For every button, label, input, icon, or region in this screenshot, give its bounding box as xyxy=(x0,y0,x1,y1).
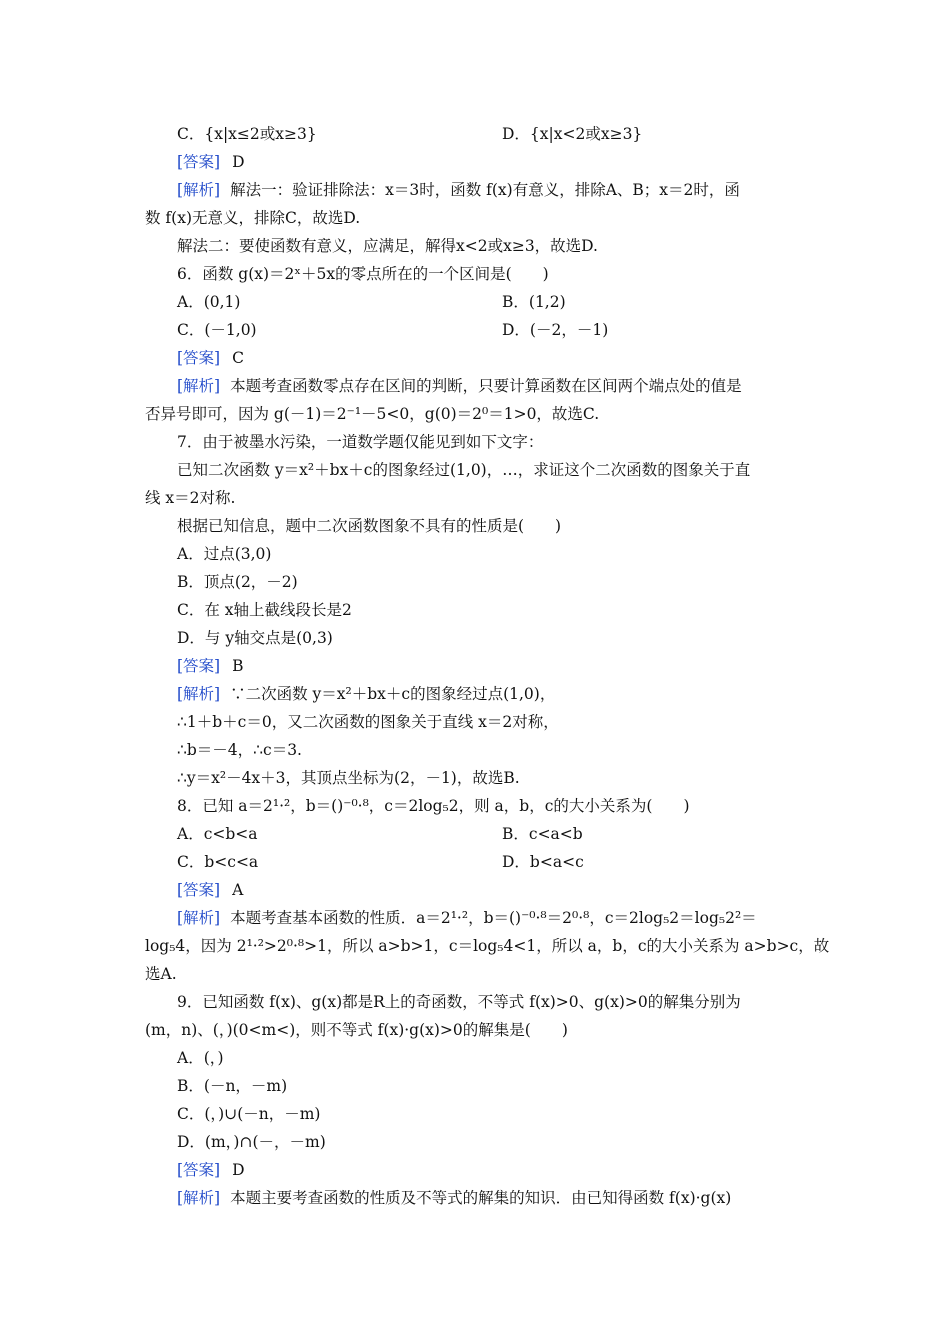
q8-option-a: A．c<b<a xyxy=(177,825,258,843)
q7-analysis-step-3: ∴y＝x²－4x＋3，其顶点坐标为(2，－1)，故选B. xyxy=(177,769,520,787)
q6-answer-line xyxy=(177,348,244,368)
q7-option-d: D．与 y轴交点是(0,3) xyxy=(177,629,333,647)
q5-option-d: D．{x|x<2或x≥3} xyxy=(502,125,643,143)
q7-answer-line xyxy=(177,656,244,676)
q8-analysis-line xyxy=(177,908,757,928)
q6-option-b: B．(1,2) xyxy=(502,293,566,311)
q9-option-c: C．(，)∪(－n，－m) xyxy=(177,1105,321,1123)
q7-analysis-step-1: ∴1＋b＋c＝0，又二次函数的图象关于直线 x＝2对称， xyxy=(177,713,559,731)
analysis-tag: [解析] xyxy=(177,1189,221,1207)
answer-value: C xyxy=(232,349,244,367)
answer-value: D xyxy=(232,1161,245,1179)
q6-option-d: D．(－2，－1) xyxy=(502,321,609,339)
q9-option-a: A．(，) xyxy=(177,1049,224,1067)
q8-answer-line xyxy=(177,880,243,900)
q5-option-c: C．{x|x≤2或x≥3} xyxy=(177,125,317,143)
q5-analysis-line xyxy=(177,180,740,200)
q5-analysis-cont: 数 f(x)无意义，排除C，故选D. xyxy=(145,209,361,227)
q7-option-b: B．顶点(2，－2) xyxy=(177,573,298,591)
q7-option-c: C．在 x轴上截线段长是2 xyxy=(177,601,352,619)
q7-analysis-line xyxy=(177,684,555,704)
q7-question: 根据已知信息，题中二次函数图象不具有的性质是( ) xyxy=(177,517,562,535)
answer-value: B xyxy=(232,657,244,675)
answer-tag: [答案] xyxy=(177,349,221,367)
q7-analysis-step-2: ∴b＝－4，∴c＝3. xyxy=(177,741,302,759)
analysis-text: 本题主要考查函数的性质及不等式的解集的知识．由已知得函数 f(x)·g(x) xyxy=(230,1189,732,1207)
q9-stem: 9．已知函数 f(x)、g(x)都是R上的奇函数，不等式 f(x)>0、g(x)>0的解集分别为 xyxy=(177,993,741,1011)
analysis-tag: [解析] xyxy=(177,377,221,395)
q9-stem-cont: (m，n)、(，)(0<m<)，则不等式 f(x)·g(x)>0的解集是( ) xyxy=(145,1021,568,1039)
q6-analysis-line xyxy=(177,376,742,396)
q8-stem: 8．已知 a＝2¹·²，b＝()⁻⁰·⁸，c＝2log₅2，则 a，b，c的大小关系为( ) xyxy=(177,797,690,815)
answer-tag: [答案] xyxy=(177,881,221,899)
q9-analysis-line xyxy=(177,1188,731,1208)
q8-option-b: B．c<a<b xyxy=(502,825,583,843)
analysis-text: ∵二次函数 y＝x²＋bx＋c的图象经过点(1,0)， xyxy=(230,685,556,703)
q6-option-a: A．(0,1) xyxy=(177,293,241,311)
q8-option-c: C．b<c<a xyxy=(177,853,259,871)
q7-stem: 7．由于被墨水污染，一道数学题仅能见到如下文字： xyxy=(177,433,544,451)
analysis-text: 本题考查基本函数的性质．a＝2¹·²，b＝()⁻⁰·⁸＝2⁰·⁸，c＝2log₅2＝log₅2²＝ xyxy=(230,909,757,927)
q7-quote-cont: 线 x＝2对称. xyxy=(145,489,236,507)
q9-answer-line xyxy=(177,1160,245,1180)
q8-analysis-end: 选A. xyxy=(145,965,177,983)
answer-tag: [答案] xyxy=(177,1161,221,1179)
q8-option-d: D．b<a<c xyxy=(502,853,584,871)
answer-value: A xyxy=(232,881,244,899)
q5-answer-line xyxy=(177,152,245,172)
q9-option-d: D．(m，)∩(－，－m) xyxy=(177,1133,326,1151)
analysis-tag: [解析] xyxy=(177,685,221,703)
analysis-text: 解法一：验证排除法：x＝3时，函数 f(x)有意义，排除A、B；x＝2时，函 xyxy=(230,181,740,199)
q6-stem: 6．函数 g(x)＝2ˣ＋5x的零点所在的一个区间是( ) xyxy=(177,265,549,283)
answer-value: D xyxy=(232,153,245,171)
q7-quote: 已知二次函数 y＝x²＋bx＋c的图象经过(1,0)，…，求证这个二次函数的图象关于直 xyxy=(177,461,751,479)
analysis-tag: [解析] xyxy=(177,909,221,927)
analysis-tag: [解析] xyxy=(177,181,221,199)
q8-analysis-cont: log₅4，因为 2¹·²>2⁰·⁸>1，所以 a>b>1，c＝log₅4<1，所以 a，b，c的大小关系为 a>b>c，故 xyxy=(145,937,830,955)
q6-option-c: C．(－1,0) xyxy=(177,321,257,339)
q6-analysis-cont: 否异号即可，因为 g(－1)＝2⁻¹－5<0，g(0)＝2⁰＝1>0，故选C. xyxy=(145,405,600,423)
analysis-text: 本题考查函数零点存在区间的判断，只要计算函数在区间两个端点处的值是 xyxy=(230,377,742,395)
answer-tag: [答案] xyxy=(177,657,221,675)
answer-tag: [答案] xyxy=(177,153,221,171)
q9-option-b: B．(－n，－m) xyxy=(177,1077,288,1095)
q5-method-two: 解法二：要使函数有意义，应满足，解得x<2或x≥3，故选D. xyxy=(177,237,598,255)
q7-option-a: A．过点(3,0) xyxy=(177,545,272,563)
